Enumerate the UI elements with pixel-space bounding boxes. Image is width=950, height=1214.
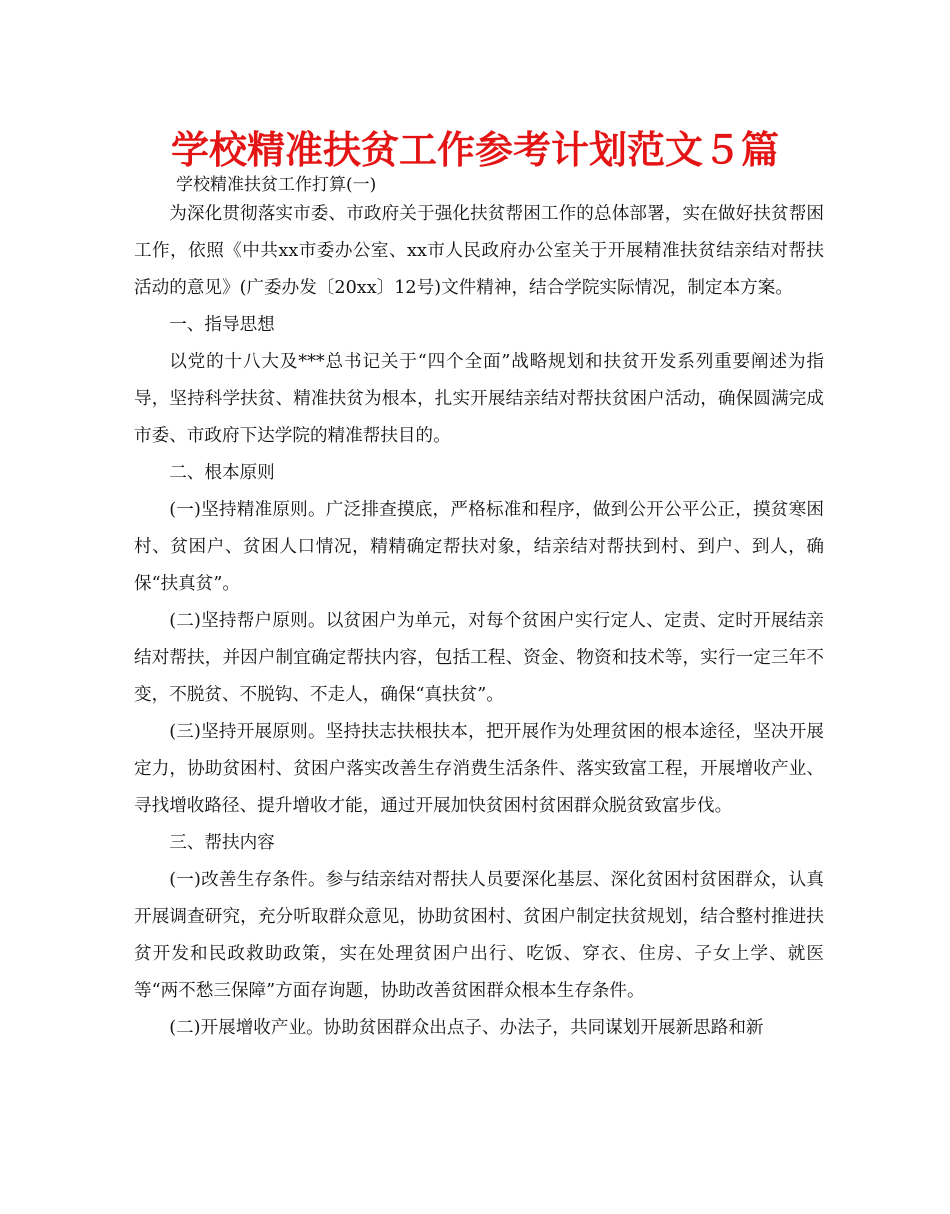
paragraph-intro: 为深化贯彻落实市委、市政府关于强化扶贫帮困工作的总体部署，实在做好扶贫帮困工作，依照《中共xx市委办公室、xx市人民政府办公室关于开展精准扶贫结亲结对帮扶活动的意见》(广委办发〔20xx〕12号)文件精神，结合学院实际情况，制定本方案。 — [134, 204, 824, 298]
document-title: 学校精准扶贫工作参考计划范文５篇 — [170, 128, 779, 172]
paragraph-improve-living-conditions: (一)改善生存条件。参与结亲结对帮扶人员要深化基层、深化贫困村贫困群众，认真开展调查研究，充分听取群众意见，协助贫困村、贫困户制定扶贫规划，结合整村推进扶贫开发和民政救助政策，实在处理贫困户出行、吃饭、穿衣、住房、子女上学、就医等“两不愁三保障”方面存询题，协助改善贫困群众根本生存条件。 — [134, 870, 824, 1001]
section-heading-guiding-thought: 一、指导思想 — [169, 315, 275, 335]
paragraph-principle-household: (二)坚持帮户原则。以贫困户为单元，对每个贫困户实行定人、定责、定时开展结亲结对帮扶，并因户制宜确定帮扶内容，包括工程、资金、物资和技术等，实行一定三年不变，不脱贫、不脱钩、不走人，确保“真扶贫”。 — [134, 611, 824, 705]
section-heading-assistance-content: 三、帮扶内容 — [169, 833, 275, 853]
paragraph-principle-precision: (一)坚持精准原则。广泛排查摸底，严格标准和程序，做到公开公平公正，摸贫寒困村、贫困户、贫困人口情况，精精确定帮扶对象，结亲结对帮扶到村、到户、到人，确保“扶真贫”。 — [134, 500, 824, 594]
paragraph-guiding-thought: 以党的十八大及***总书记关于“四个全面”战略规划和扶贫开发系列重要阐述为指导，坚持科学扶贫、精准扶贫为根本，扎实开展结亲结对帮扶贫困户活动，确保圆满完成市委、市政府下达学院的精准帮扶目的。 — [134, 352, 824, 446]
document-body — [134, 196, 824, 1047]
paragraph-principle-development: (三)坚持开展原则。坚持扶志扶根扶本，把开展作为处理贫困的根本途径，坚决开展定力，协助贫困村、贫困户落实改善生存消费生活条件、落实致富工程，开展增收产业、寻找增收路径、提升增收才能，通过开展加快贫困村贫困群众脱贫致富步伐。 — [134, 722, 824, 816]
paragraph-develop-income-industry: (二)开展增收产业。协助贫困群众出点子、办法子，共同谋划开展新思路和新 — [169, 1018, 764, 1038]
document-subtitle: 学校精准扶贫工作打算(一) — [176, 175, 377, 195]
section-heading-basic-principles: 二、根本原则 — [169, 463, 275, 483]
